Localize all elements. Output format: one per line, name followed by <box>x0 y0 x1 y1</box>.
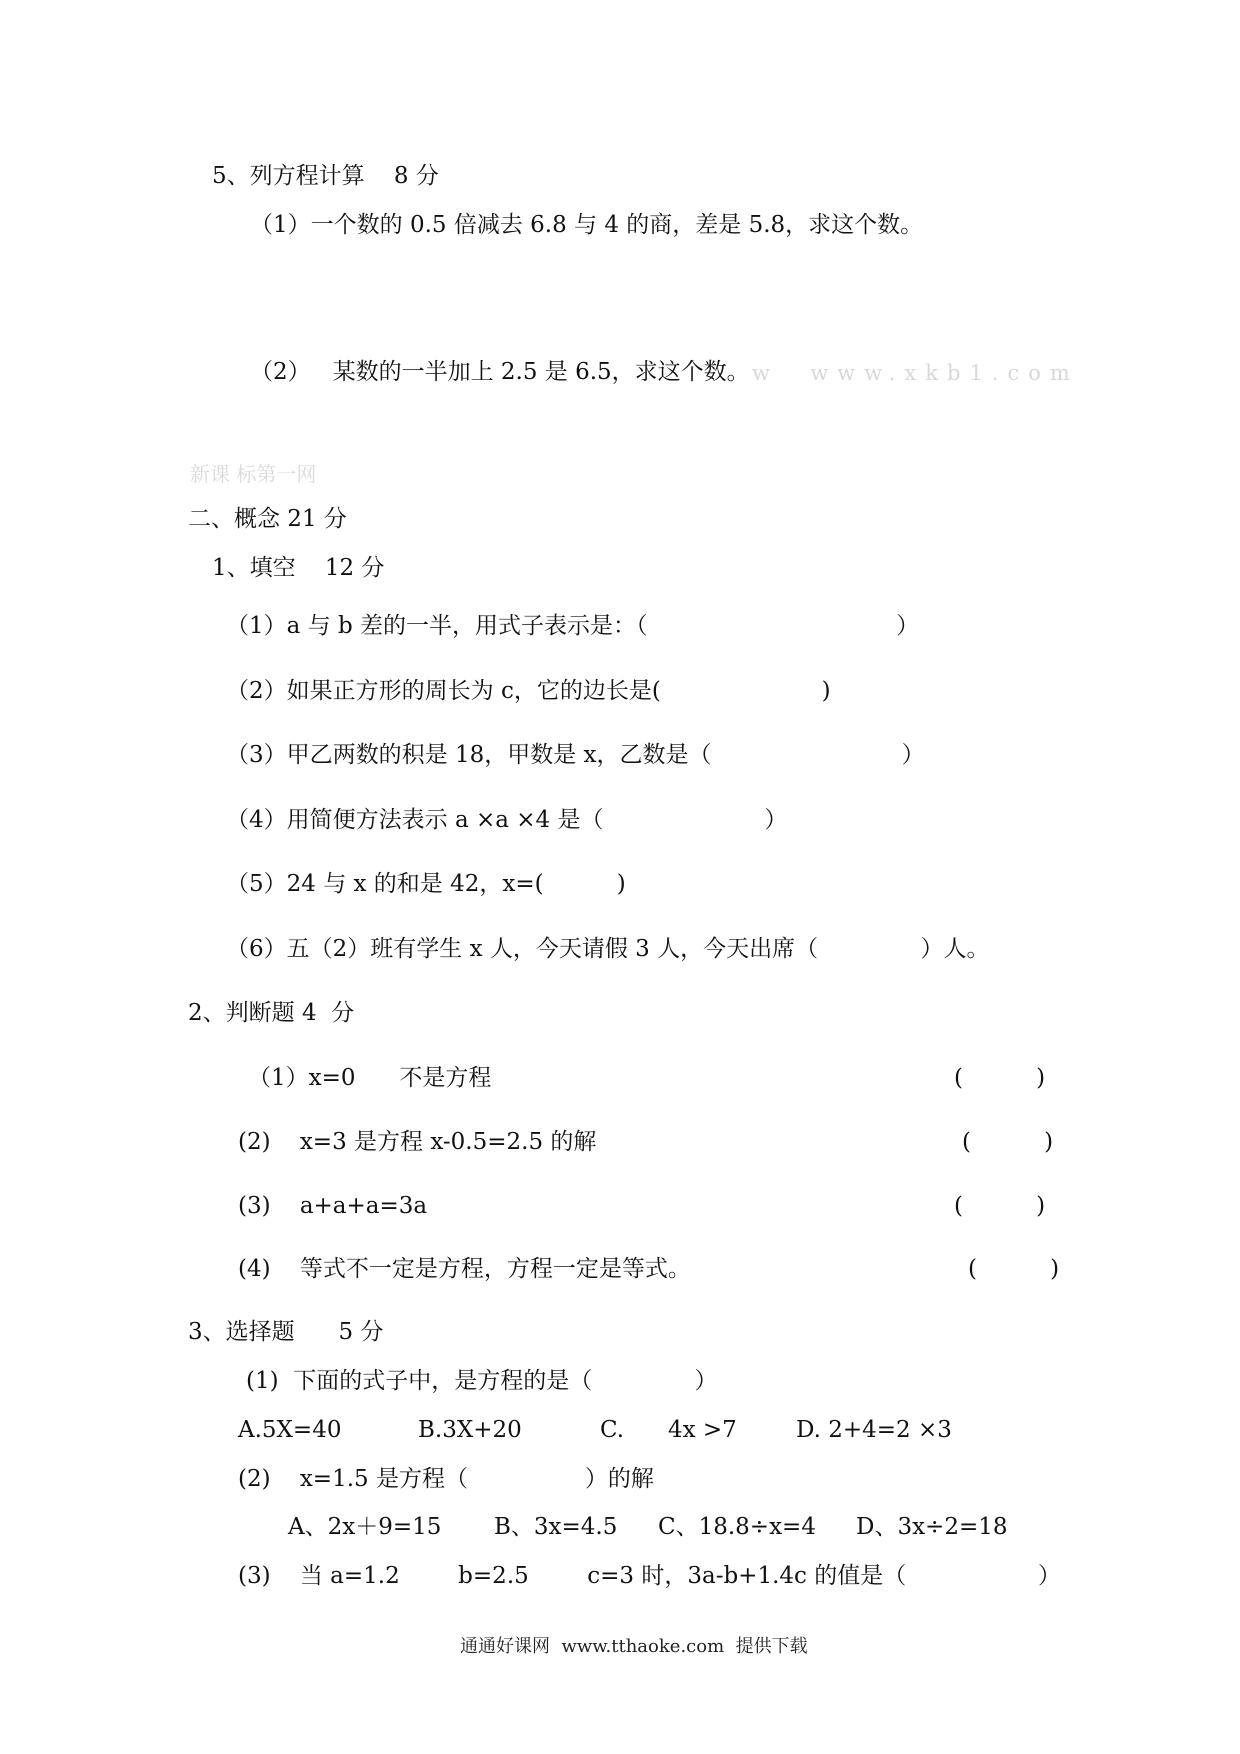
judge-item-4: (4) 等式不一定是方程，方程一定是等式。 <box>238 1256 691 1282</box>
judge-item-4-bracket: ( ) <box>968 1256 1060 1282</box>
choice-q2-option-b: B、3x=4.5 <box>494 1514 618 1540</box>
choice-q2-option-a: A、2x＋9=15 <box>288 1514 442 1540</box>
choice-q1-option-a: A.5X=40 <box>238 1417 342 1443</box>
watermark-site: 新课 标第一网 <box>190 462 317 486</box>
judge-item-1-bracket: ( ) <box>954 1065 1046 1091</box>
choice-q1-option-d: D. 2+4=2 ×3 <box>796 1417 952 1443</box>
section5-heading: 5、列方程计算 8 分 <box>212 163 439 189</box>
judge-item-2-bracket: ( ) <box>962 1129 1054 1155</box>
choice-q2-option-c: C、18.8÷x=4 <box>658 1514 816 1540</box>
page-footer: 通通好课网 www.tthaoke.com 提供下载 <box>460 1636 808 1657</box>
watermark-url: w www.xkb1.com <box>752 361 1079 385</box>
choice-q1-option-c: C. 4x >7 <box>600 1417 737 1443</box>
fill-item-6: （6）五（2）班有学生 x 人，今天请假 3 人，今天出席（ ）人。 <box>226 936 990 962</box>
judge-item-3: (3) a+a+a=3a <box>238 1193 428 1219</box>
choice-question-3: (3) 当 a=1.2 b=2.5 c=3 时，3a-b+1.4c 的值是（ ） <box>238 1563 1061 1589</box>
choice-heading: 3、选择题 5 分 <box>188 1319 384 1345</box>
fill-item-5: （5）24 与 x 的和是 42，x=( ) <box>226 871 626 897</box>
choice-question-2: (2) x=1.5 是方程（ ）的解 <box>238 1466 654 1492</box>
part2-heading: 二、概念 21 分 <box>188 506 347 532</box>
fill-heading: 1、填空 12 分 <box>212 555 385 581</box>
choice-q2-option-d: D、3x÷2=18 <box>856 1514 1008 1540</box>
section5-question-2: （2） 某数的一半加上 2.5 是 6.5，求这个数。 <box>250 359 750 385</box>
fill-item-3: （3）甲乙两数的积是 18，甲数是 x，乙数是（ ） <box>226 742 925 768</box>
section5-question-1: （1）一个数的 0.5 倍减去 6.8 与 4 的商，差是 5.8，求这个数。 <box>250 212 924 238</box>
fill-item-4: （4）用简便方法表示 a ×a ×4 是（ ） <box>226 807 788 833</box>
fill-item-1: （1）a 与 b 差的一半，用式子表示是：（ ） <box>226 613 920 639</box>
choice-question-1: (1) 下面的式子中，是方程的是（ ） <box>246 1368 718 1394</box>
judge-item-1: （1）x=0 不是方程 <box>248 1065 492 1091</box>
fill-item-2: （2）如果正方形的周长为 c，它的边长是( ) <box>226 678 831 704</box>
judge-item-2: (2) x=3 是方程 x-0.5=2.5 的解 <box>238 1129 597 1155</box>
judge-item-3-bracket: ( ) <box>954 1193 1046 1219</box>
choice-q1-option-b: B.3X+20 <box>418 1417 522 1443</box>
judge-heading: 2、判断题 4 分 <box>188 1000 355 1026</box>
